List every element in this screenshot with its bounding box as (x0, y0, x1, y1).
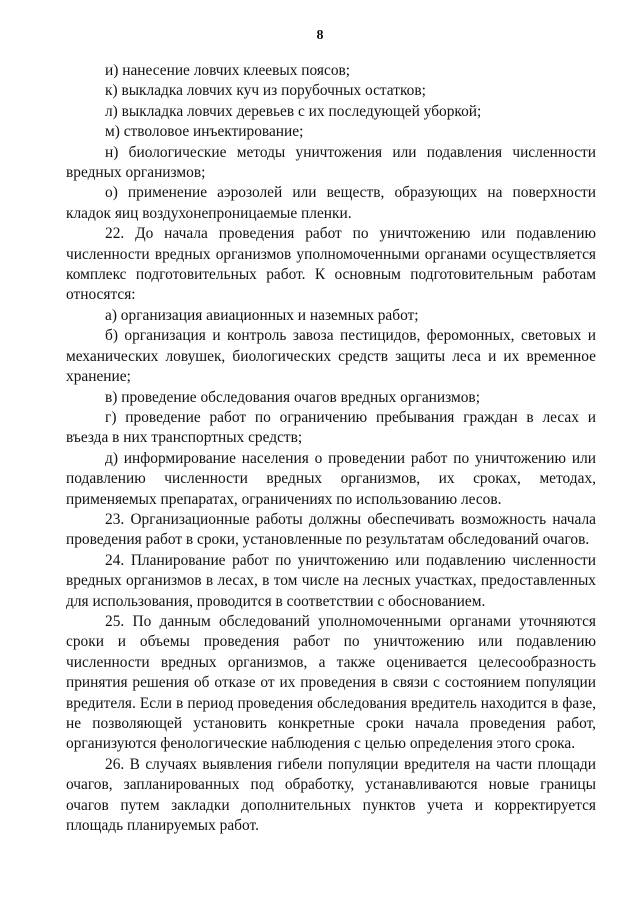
paragraph-item-n: н) биологические методы уничтожения или подавления численности вредных организмов; (66, 143, 596, 182)
paragraph-22-a: а) организация авиационных и наземных работ; (105, 306, 419, 324)
paragraph-22-d: д) информирование населения о проведении работ по уничтожению или подавлению численности вредных организмов, их сроках, методах, применяемых препаратах, ограничениях по использованию лесов. (66, 449, 596, 508)
paragraph-25: 25. По данным обследований уполномоченными органами уточняются сроки и объемы проведения работ по уничтожению или подавлению численности вредных организмов, а также оценивается целесообразность принятия решения об отказе от их проведения в связи с состоянием популяции вредителя. Если в период проведения обследования вредитель находится в фазе, не позволяющей установить конкретные сроки начала проведения работ, организуются фенологические наблюдения с целью определения этого срока. (66, 612, 596, 753)
paragraph-item-l: л) выкладка ловчих деревьев с их последующей уборкой; (105, 102, 482, 120)
paragraph-26: 26. В случаях выявления гибели популяции вредителя на части площади очагов, запланированных под обработку, устанавливаются новые границы очагов путем закладки дополнительных пунктов учета и корректируется площадь планируемых работ. (66, 755, 596, 835)
paragraph-22-v: в) проведение обследования очагов вредных организмов; (105, 388, 480, 406)
paragraph-24: 24. Планирование работ по уничтожению или подавлению численности вредных организмов в лесах, в том числе на лесных участках, предоставленных для использования, проводится в соответствии с обоснованием. (66, 551, 596, 610)
paragraph-22: 22. До начала проведения работ по уничтожению или подавлению численности вредных организмов уполномоченными органами осуществляется комплекс подготовительных работ. К основным подготовительным работам относятся: (66, 225, 596, 304)
paragraph-item-m: м) стволовое инъектирование; (105, 123, 304, 141)
paragraph-item-k: к) выкладка ловчих куч из порубочных остатков; (105, 82, 426, 100)
paragraph-item-i: и) нанесение ловчих клеевых поясов; (105, 62, 351, 79)
paragraph-23: 23. Организационные работы должны обеспечивать возможность начала проведения работ в сроки, установленные по результатам обследований очагов. (66, 510, 596, 549)
paragraph-item-o: о) применение аэрозолей или веществ, образующих на поверхности кладок яиц воздухонепроницаемые пленки. (66, 184, 596, 222)
page-number: 8 (316, 28, 324, 43)
paragraph-22-b: б) организация и контроль завоза пестицидов, феромонных, световых и механических ловушек, биологических средств защиты леса и их временное хранение; (66, 327, 596, 386)
body-text (66, 61, 596, 836)
paragraph-22-g: г) проведение работ по ограничению пребывания граждан в лесах и въезда в них транспортных средств; (66, 408, 596, 447)
